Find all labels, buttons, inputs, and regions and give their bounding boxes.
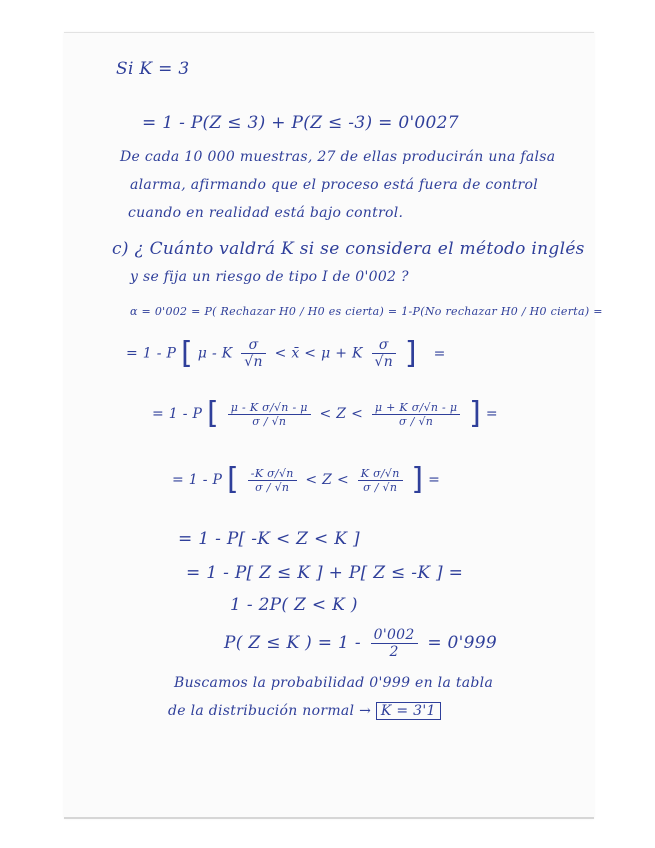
fraction-sigma-sqrt-n <box>372 337 397 370</box>
right-bracket: ] <box>404 335 417 371</box>
fraction-numerator: σ <box>372 337 397 354</box>
fraction-numerator: μ + K σ/√n - μ <box>372 401 460 415</box>
left-bracket: [ <box>227 462 240 497</box>
step-3-middle: < Z < <box>305 472 349 488</box>
line-conclusion-2 <box>168 703 441 719</box>
step-7-prefix: P( Z ≤ K ) = 1 - <box>224 633 361 653</box>
final-answer-box: K = 3'1 <box>376 702 441 720</box>
fraction-alpha-half <box>371 627 418 660</box>
step-2-prefix: = 1 - P <box>152 406 203 422</box>
left-bracket: [ <box>181 335 194 371</box>
fraction-numerator: -K σ/√n <box>248 467 297 481</box>
left-bracket: [ <box>207 396 220 431</box>
fraction-neg-k <box>248 467 297 494</box>
fraction-sigma-sqrt-n <box>241 337 266 370</box>
step-2-equals: = <box>485 406 498 422</box>
step-1-middle: < x̄ < μ + K <box>274 345 363 362</box>
fraction-numerator: σ <box>241 337 266 354</box>
line-conclusion-1: Buscamos la probabilidad 0'999 en la tabla <box>174 675 494 691</box>
line-si-k3: Si K = 3 <box>116 59 190 79</box>
line-explanation-2: alarma, afirmando que el proceso está fuera de control <box>130 177 539 193</box>
fraction-denominator: √n <box>374 354 394 370</box>
fraction-denominator: 2 <box>389 644 399 660</box>
top-margin <box>0 0 655 32</box>
fraction-numerator: K σ/√n <box>358 467 403 481</box>
step-1-equals: = <box>433 345 446 362</box>
fraction-numerator: 0'002 <box>371 627 418 644</box>
fraction-lower-bound <box>228 401 311 428</box>
line-step-6: 1 - 2P( Z < K ) <box>230 595 358 615</box>
step-1-prefix: = 1 - P <box>126 345 177 362</box>
line-question-c-2: y se fija un riesgo de tipo I de 0'002 ? <box>130 269 409 285</box>
step-7-result: = 0'999 <box>427 633 497 653</box>
fraction-pos-k <box>358 467 403 494</box>
line-step-5: = 1 - P[ Z ≤ K ] + P[ Z ≤ -K ] = <box>186 563 464 583</box>
line-step-1 <box>126 337 446 370</box>
step-1-mu-minus-k: μ - K <box>197 345 233 362</box>
line-step-4: = 1 - P[ -K < Z < K ] <box>178 529 360 549</box>
fraction-numerator: μ - K σ/√n - μ <box>228 401 311 415</box>
step-3-prefix: = 1 - P <box>172 472 223 488</box>
handwritten-page <box>64 32 603 819</box>
step-3-equals: = <box>428 472 441 488</box>
fraction-upper-bound <box>372 401 460 428</box>
line-probability-result: = 1 - P(Z ≤ 3) + P(Z ≤ -3) = 0'0027 <box>142 113 459 133</box>
step-2-middle: < Z < <box>319 406 364 422</box>
fraction-denominator: σ / √n <box>255 480 290 494</box>
line-alpha-definition: α = 0'002 = P( Rechazar H0 / H0 es cierta) = 1-P(No rechazar H0 / H0 cierta) = <box>130 305 603 318</box>
line-step-7 <box>224 627 497 660</box>
fraction-denominator: √n <box>244 354 263 370</box>
fraction-denominator: σ / √n <box>252 414 287 428</box>
right-bracket: ] <box>411 462 424 497</box>
fraction-denominator: σ / √n <box>399 414 434 428</box>
line-explanation-3: cuando en realidad está bajo control. <box>128 205 404 221</box>
line-step-2 <box>152 396 498 431</box>
line-question-c-1: c) ¿ Cuánto valdrá K si se considera el método inglés <box>112 239 585 259</box>
conclusion-prefix: de la distribución normal → <box>168 703 372 719</box>
line-step-3 <box>172 462 441 497</box>
right-bracket: ] <box>469 396 482 431</box>
fraction-denominator: σ / √n <box>363 480 398 494</box>
line-explanation-1: De cada 10 000 muestras, 27 de ellas producirán una falsa <box>120 149 556 165</box>
